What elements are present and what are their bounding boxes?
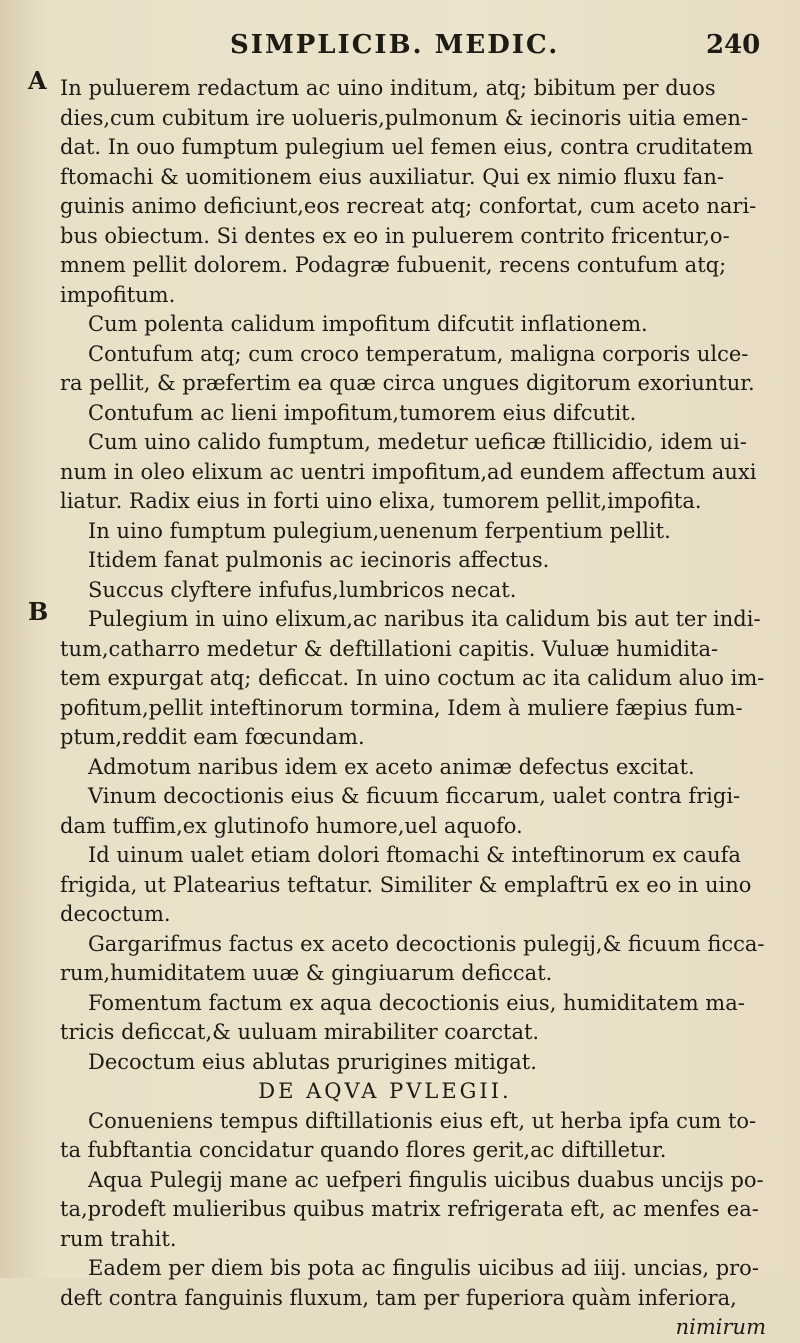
text-line: Contufum atq; cum croco temperatum, maligna corporis ulce-	[88, 341, 749, 366]
text-line: pofitum,pellit inteftinorum tormina, Idem à muliere fæpius fum-	[60, 695, 743, 720]
text-line: bus obiectum. Si dentes ex eo in puluerem contrito fricentur,o-	[60, 223, 730, 248]
page-header	[0, 30, 800, 66]
text-line: tem expurgat atq; deficcat. In uino coctum ac ita calidum aluo im-	[60, 666, 765, 690]
text-line: dat. In ouo fumptum pulegium uel femen eius, contra cruditatem	[60, 135, 754, 159]
text-line: ta,prodeft mulieribus quibus matrix refrigerata eft, ac menfes ea-	[60, 1197, 759, 1221]
text-line: Itidem fanat pulmonis ac iecinoris affectus.	[88, 548, 550, 572]
text-line: ra pellit, & præfertim ea quæ circa ungues digitorum exoriuntur.	[60, 371, 755, 395]
text-line: Admotum naribus idem ex aceto animæ defectus excitat.	[88, 754, 695, 779]
text-line: Pulegium in uino elixum,ac naribus ita calidum bis aut ter indi-	[88, 607, 761, 631]
text-line: Succus clyftere infufus,lumbricos necat.	[88, 577, 517, 602]
text-line: In uino fumptum pulegium,uenenum ferpentium pellit.	[88, 518, 671, 543]
text-line: Contufum ac lieni impofitum,tumorem eius difcutit.	[88, 400, 637, 425]
text-line: ta fubftantia concidatur quando flores gerit,ac diftilletur.	[60, 1138, 667, 1162]
margin-letter-a: A	[28, 66, 47, 95]
text-line: deft contra fanguinis fluxum, tam per fuperiora quàm inferiora,	[60, 1285, 737, 1310]
text-line: tum,catharro medetur & deftillationi capitis. Vuluæ humidita-	[60, 636, 719, 661]
text-line: Fomentum factum ex aqua decoctionis eius, humiditatem ma-	[88, 990, 745, 1015]
text-line: dies,cum cubitum ire uolueris,pulmonum & iecinoris uitia emen-	[60, 105, 749, 130]
text-line: rum trahit.	[60, 1226, 177, 1251]
text-line: Eadem per diem bis pota ac fingulis uicibus ad iiij. uncias, pro-	[88, 1256, 759, 1280]
margin-letter-b: B	[28, 597, 49, 626]
catchword: nimirum	[675, 1315, 766, 1339]
running-head: SIMPLICIB. MEDIC.	[230, 30, 560, 60]
page-number: 240	[706, 30, 761, 60]
text-line: rum,humiditatem uuæ & gingiuarum deficcat.	[60, 961, 553, 985]
text-line: decoctum.	[60, 902, 171, 926]
text-line: In puluerem redactum ac uino inditum, atq; bibitum per duos	[60, 76, 716, 100]
text-line: impofitum.	[60, 282, 176, 307]
text-line: tricis deficcat,& uuluam mirabiliter coarctat.	[60, 1020, 540, 1044]
text-line: Aqua Pulegij mane ac uefperi fingulis uicibus duabus uncijs po-	[88, 1167, 764, 1192]
text-line: frigida, ut Platearius teftatur. Similiter & emplaftrū ex eo in uino	[60, 872, 752, 897]
text-line: Id uinum ualet etiam dolori ftomachi & inteftinorum ex caufa	[88, 843, 741, 867]
section-heading: DE AQVA PVLEGII.	[258, 1079, 512, 1103]
text-line: Cum uino calido fumptum, medetur ueficæ ftillicidio, idem ui-	[88, 430, 747, 454]
text-line: dam tuffim,ex glutinofo humore,uel aquofo.	[60, 813, 523, 838]
body-text	[60, 74, 770, 1343]
text-line: Cum polenta calidum impofitum difcutit inflationem.	[88, 312, 648, 336]
text-line: mnem pellit dolorem. Podagræ fubuenit, recens contufum atq;	[60, 253, 727, 277]
text-line: Gargarifmus factus ex aceto decoctionis pulegij,& ficuum ficca-	[88, 931, 765, 956]
text-line: ptum,reddit eam fœcundam.	[60, 725, 365, 749]
text-line: ftomachi & uomitionem eius auxiliatur. Qui ex nimio fluxu fan-	[60, 164, 724, 189]
text-line: Decoctum eius ablutas prurigines mitigat.	[88, 1049, 537, 1074]
text-line: num in oleo elixum ac uentri impofitum,ad eundem affectum auxi	[60, 459, 757, 484]
text-line: liatur. Radix eius in forti uino elixa, tumorem pellit,impofita.	[60, 489, 702, 513]
text-line: Conueniens tempus diftillationis eius eft, ut herba ipfa cum to-	[88, 1108, 757, 1133]
text-line: guinis animo deficiunt,eos recreat atq; confortat, cum aceto nari-	[60, 194, 757, 218]
text-line: Vinum decoctionis eius & ficuum ficcarum, ualet contra frigi-	[88, 784, 741, 808]
